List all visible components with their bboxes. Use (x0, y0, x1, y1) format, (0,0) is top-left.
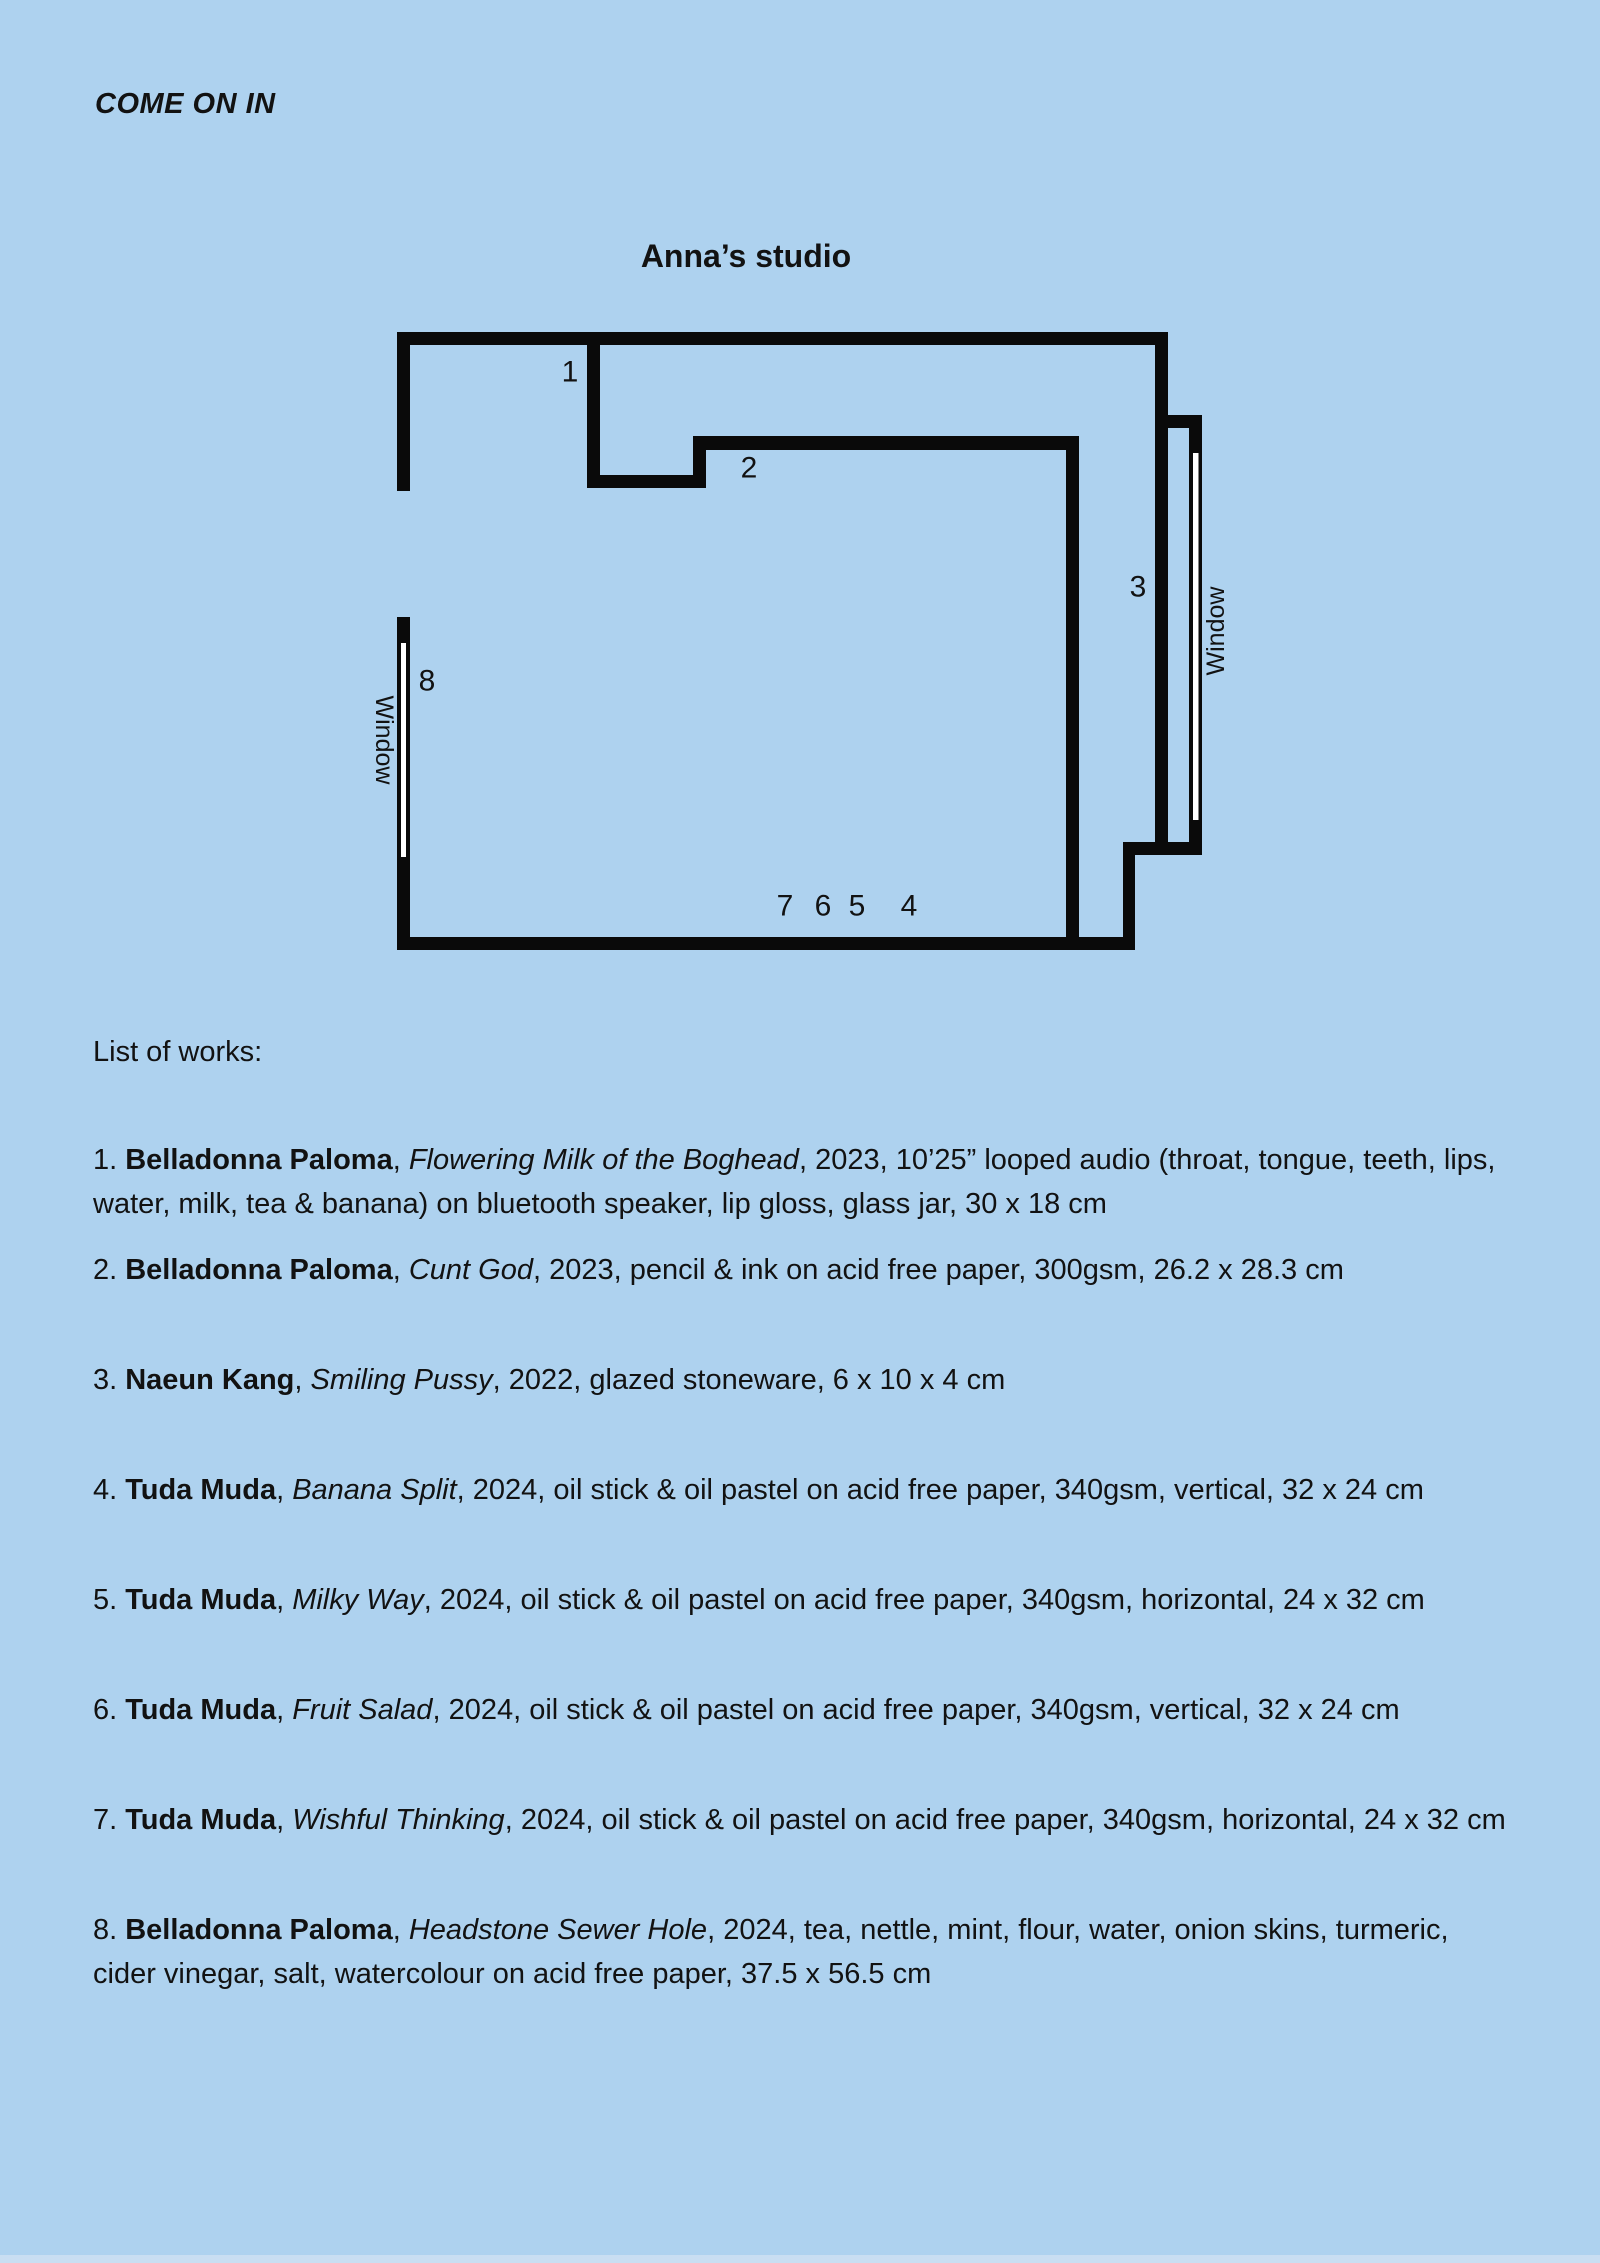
work-number: 6. (93, 1694, 118, 1726)
plan-marker-2: 2 (740, 451, 758, 485)
work-artist: Tuda Muda (125, 1584, 277, 1616)
plan-marker-4: 4 (900, 889, 918, 923)
work-number: 7. (93, 1804, 118, 1836)
separator: , (798, 1144, 816, 1176)
work-details: 2024, oil stick & oil pastel on acid free paper, 340gsm, vertical, 32 x 24 cm (448, 1694, 1400, 1726)
work-title: Cunt God (408, 1254, 533, 1286)
work-number: 2. (93, 1254, 118, 1286)
work-details: 2024, tea, nettle, mint, flour, water, onion skins, turmeric, cider vinegar, salt, watercolour on acid free paper, 37.5 x 56.5 cm (93, 1914, 1449, 1990)
work-details: 2023, pencil & ink on acid free paper, 300gsm, 26.2 x 28.3 cm (549, 1254, 1344, 1286)
work-title: Wishful Thinking (292, 1804, 505, 1836)
wall-segment (397, 937, 1135, 950)
work-artist: Naeun Kang (125, 1364, 295, 1396)
floor-plan-title: Anna’s studio (640, 238, 852, 274)
work-item (93, 1688, 1517, 1732)
separator: , (276, 1804, 293, 1836)
separator: , (392, 1144, 409, 1176)
window-label-right: Window (1202, 586, 1230, 676)
work-number: 3. (93, 1364, 118, 1396)
separator: , (276, 1694, 293, 1726)
separator: , (532, 1254, 550, 1286)
work-number: 5. (93, 1584, 118, 1616)
separator: , (504, 1804, 521, 1836)
work-item (93, 1468, 1517, 1512)
separator: , (432, 1694, 449, 1726)
window-left-glass (401, 643, 406, 857)
page-header: COME ON IN (95, 88, 276, 120)
work-item (93, 1358, 1517, 1402)
work-title: Flowering Milk of the Boghead (408, 1144, 799, 1176)
wall-segment (1155, 332, 1168, 855)
wall-segment (1123, 842, 1135, 950)
work-details: 2024, oil stick & oil pastel on acid free paper, 340gsm, horizontal, 24 x 32 cm (520, 1804, 1506, 1836)
work-item (93, 1798, 1517, 1842)
work-number: 8. (93, 1914, 118, 1946)
work-number: 4. (93, 1474, 118, 1506)
work-title: Smiling Pussy (310, 1364, 493, 1396)
wall-segment (693, 436, 1079, 450)
work-title: Milky Way (292, 1584, 424, 1616)
work-artist: Belladonna Paloma (125, 1144, 393, 1176)
plan-marker-6: 6 (814, 889, 832, 923)
plan-marker-1: 1 (561, 355, 579, 389)
wall-segment (397, 332, 1168, 345)
window-right-glass (1193, 453, 1199, 820)
work-details: 2022, glazed stoneware, 6 x 10 x 4 cm (508, 1364, 1006, 1396)
work-title: Fruit Salad (292, 1694, 433, 1726)
work-item (93, 1578, 1517, 1622)
work-details: 2024, oil stick & oil pastel on acid free paper, 340gsm, vertical, 32 x 24 cm (472, 1474, 1424, 1506)
work-number: 1. (93, 1144, 118, 1176)
work-item (93, 1248, 1517, 1292)
work-item (93, 1908, 1517, 1996)
plan-marker-5: 5 (848, 889, 866, 923)
separator: , (707, 1914, 724, 1946)
work-artist: Tuda Muda (125, 1804, 277, 1836)
plan-marker-7: 7 (776, 889, 794, 923)
window-label-left: Window (370, 695, 398, 785)
separator: , (392, 1914, 409, 1946)
floor-plan-walls (397, 332, 1202, 950)
floor-plan (0, 0, 1600, 1000)
wall-segment (587, 475, 706, 488)
works-list-heading: List of works: (93, 1036, 263, 1068)
plan-marker-8: 8 (418, 664, 436, 698)
separator: , (392, 1254, 409, 1286)
work-details: 2024, oil stick & oil pastel on acid free paper, 340gsm, horizontal, 24 x 32 cm (439, 1584, 1425, 1616)
wall-segment (1066, 436, 1079, 950)
separator: , (492, 1364, 509, 1396)
separator: , (276, 1474, 293, 1506)
work-title: Banana Split (292, 1474, 457, 1506)
plan-marker-3: 3 (1129, 570, 1147, 604)
wall-segment (587, 332, 600, 488)
separator: , (456, 1474, 473, 1506)
work-artist: Tuda Muda (125, 1694, 277, 1726)
separator: , (294, 1364, 311, 1396)
wall-segment (397, 332, 410, 491)
work-details: 2023, 10’25” looped audio (throat, tongue, teeth, lips, water, milk, tea & banana) on bluetooth speaker, lip gloss, glass jar, 30 x 18 cm (93, 1144, 1496, 1220)
work-item (93, 1138, 1517, 1226)
separator: , (276, 1584, 293, 1616)
work-title: Headstone Sewer Hole (408, 1914, 708, 1946)
work-artist: Tuda Muda (125, 1474, 277, 1506)
work-artist: Belladonna Paloma (125, 1914, 393, 1946)
work-artist: Belladonna Paloma (125, 1254, 393, 1286)
separator: , (423, 1584, 440, 1616)
page-bottom-edge (0, 2255, 1600, 2263)
